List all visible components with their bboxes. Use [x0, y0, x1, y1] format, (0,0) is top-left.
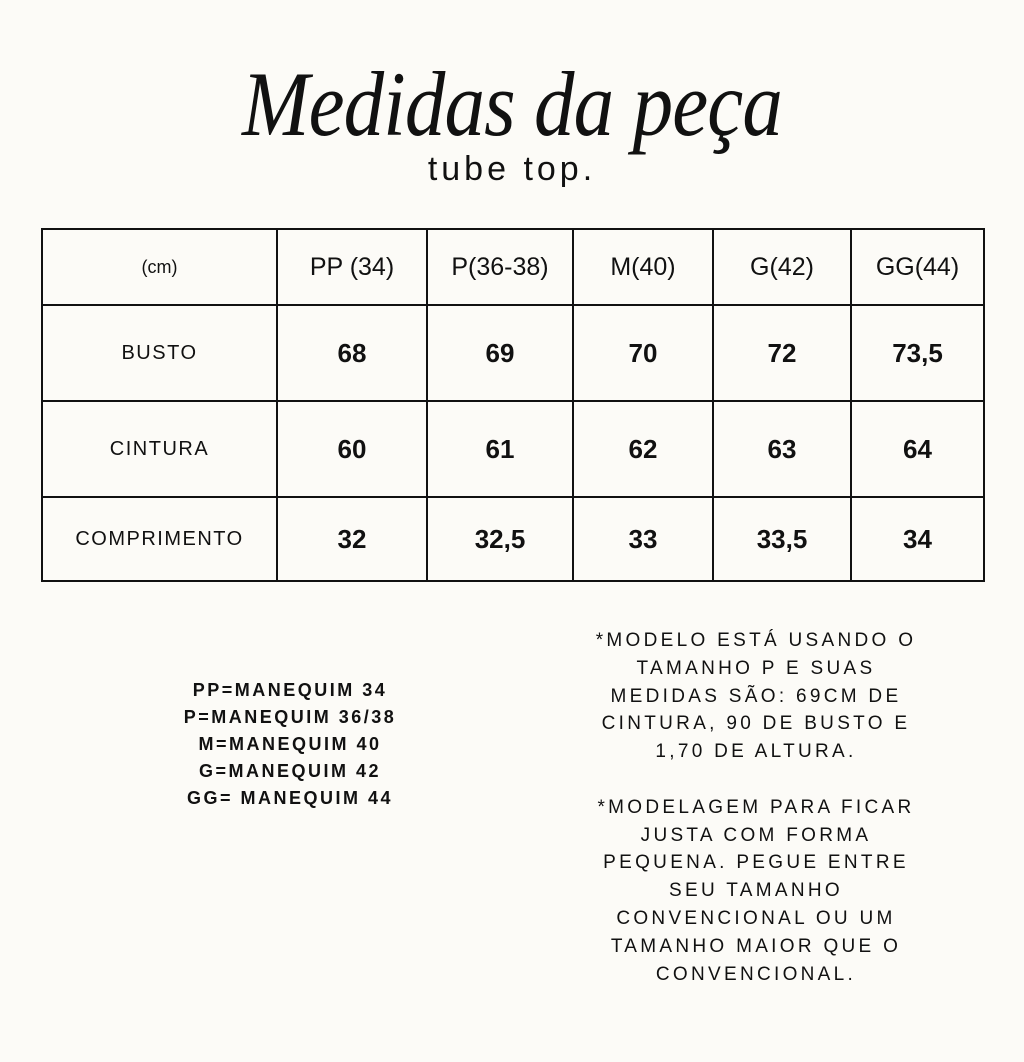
note-line: TAMANHO P E SUAS	[636, 657, 876, 679]
table-cell: 64	[851, 401, 984, 497]
table-cell: 33	[573, 497, 713, 581]
note-line: TAMANHO MAIOR QUE O	[610, 935, 902, 957]
table-cell: 60	[277, 401, 427, 497]
table-cell: 63	[713, 401, 851, 497]
table-cell: 73,5	[851, 305, 984, 401]
size-header-pp: PP (34)	[277, 229, 427, 305]
legend-item: GG= MANEQUIM 44	[186, 788, 394, 808]
note-line: JUSTA COM FORMA	[640, 824, 872, 846]
legend-item: P=MANEQUIM 36/38	[183, 707, 397, 727]
table-cell: 61	[427, 401, 573, 497]
unit-header: (cm)	[42, 229, 277, 305]
table-cell: 34	[851, 497, 984, 581]
table-cell: 68	[277, 305, 427, 401]
table-cell: 69	[427, 305, 573, 401]
page-title: Medidas da peça	[242, 53, 782, 155]
size-header-p: P(36-38)	[427, 229, 573, 305]
row-label: BUSTO	[42, 305, 277, 401]
note-line: CONVENCIONAL.	[655, 963, 857, 985]
note-line: CINTURA, 90 DE BUSTO E	[601, 713, 911, 735]
note-line: PEQUENA. PEGUE ENTRE	[603, 852, 909, 874]
table-row-busto	[42, 305, 984, 401]
fit-notes	[566, 627, 946, 988]
note-line: *MODELAGEM PARA FICAR	[597, 796, 915, 818]
row-label: CINTURA	[42, 401, 277, 497]
table-cell: 32	[277, 497, 427, 581]
size-header-g: G(42)	[713, 229, 851, 305]
table-cell: 32,5	[427, 497, 573, 581]
table-cell: 33,5	[713, 497, 851, 581]
legend-item: M=MANEQUIM 40	[198, 734, 382, 754]
table-cell: 72	[713, 305, 851, 401]
note-line: *MODELO ESTÁ USANDO O	[595, 630, 917, 651]
row-label: COMPRIMENTO	[42, 497, 277, 581]
legend-item: PP=MANEQUIM 34	[192, 680, 388, 700]
size-table	[41, 228, 985, 582]
size-header-row	[42, 229, 984, 305]
legend-item: G=MANEQUIM 42	[198, 761, 382, 781]
note-line: SEU TAMANHO	[669, 880, 843, 902]
note-line: 1,70 DE ALTURA.	[655, 741, 857, 763]
table-row-cintura	[42, 401, 984, 497]
note-line: MEDIDAS SÃO: 69CM DE	[610, 685, 902, 707]
table-cell: 70	[573, 305, 713, 401]
page-subtitle: tube top.	[427, 150, 597, 188]
note-line: CONVENCIONAL OU UM	[616, 907, 896, 929]
table-row-comprimento	[42, 497, 984, 581]
size-header-gg: GG(44)	[851, 229, 984, 305]
note-spacer	[566, 766, 946, 794]
size-header-m: M(40)	[573, 229, 713, 305]
table-cell: 62	[573, 401, 713, 497]
mannequin-legend	[140, 677, 440, 812]
